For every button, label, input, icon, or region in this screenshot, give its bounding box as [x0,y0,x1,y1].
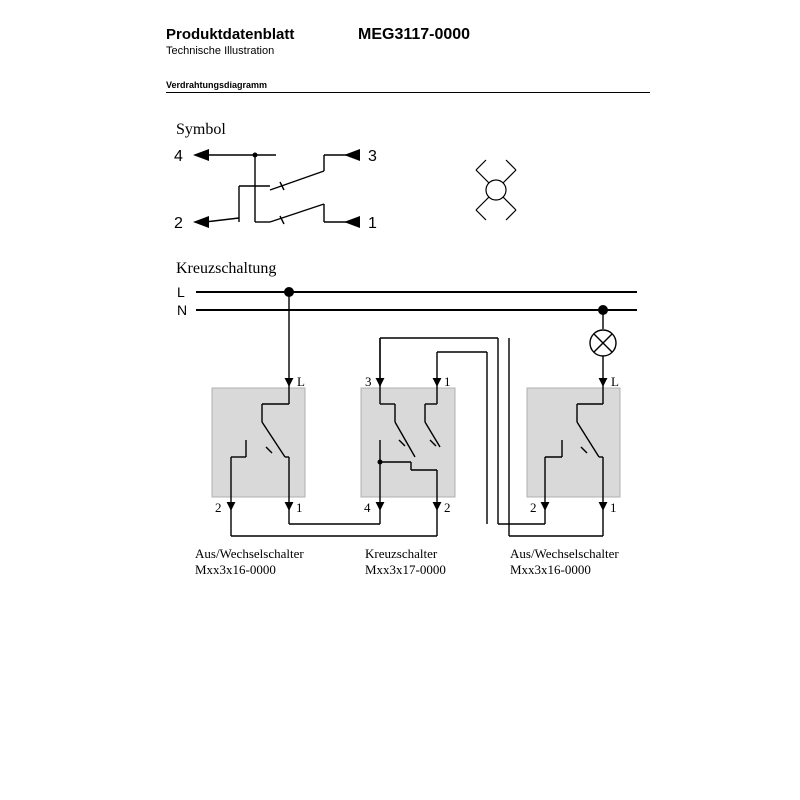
cross-switch-symbol [205,155,352,224]
switch3-terminal-2: 2 [530,500,537,515]
line-label-N: N [177,302,188,318]
switch1-type: Mxx3x16-0000 [195,562,276,577]
lamp-icon [590,330,616,356]
switch2-junction-dot [378,460,383,465]
switch-box-3 [527,388,620,497]
switch3-terminal-L: L [611,374,619,389]
switch2-terminal-3: 3 [365,374,372,389]
symbol-terminal-4: 4 [174,148,183,165]
line-label-L: L [177,284,185,300]
switch1-terminal-L: L [297,374,305,389]
switch1-caption [195,546,304,578]
symbol-junction-dot [253,153,258,158]
symbol-terminal-2: 2 [174,215,183,232]
arrow-left-icon [344,149,360,161]
switch2-caption [365,546,446,578]
symbol-terminal-1: 1 [368,215,377,232]
arrow-left-icon [344,216,360,228]
article-number: MEG3117-0000 [358,26,471,43]
switch-box-2 [361,388,455,497]
switch2-terminal-4: 4 [364,500,371,515]
symbol-terminal-3: 3 [368,148,377,165]
switch3-type: Mxx3x16-0000 [510,562,591,577]
symbol-heading: Symbol [176,121,226,138]
switch2-terminal-1: 1 [444,374,451,389]
switch1-terminal-2: 2 [215,500,222,515]
switch1-name: Aus/Wechselschalter [195,546,304,561]
switch3-name: Aus/Wechselschalter [510,546,619,561]
document-subtitle: Technische Illustration [166,45,275,57]
section-heading: Verdrahtungsdiagramm [166,80,268,90]
switch1-terminal-1: 1 [296,500,303,515]
switch3-caption [510,546,619,578]
arrow-left-icon [193,149,209,161]
switch3-terminal-1: 1 [610,500,617,515]
arrow-left-icon [193,216,209,228]
circuit-heading: Kreuzschaltung [176,260,277,277]
document-title: Produktdatenblatt [166,26,295,43]
switch-box-1 [212,388,305,497]
lamp-symbol-icon [476,160,516,220]
switch2-name: Kreuzschalter [365,546,438,561]
switch2-terminal-2: 2 [444,500,451,515]
switch2-type: Mxx3x17-0000 [365,562,446,577]
